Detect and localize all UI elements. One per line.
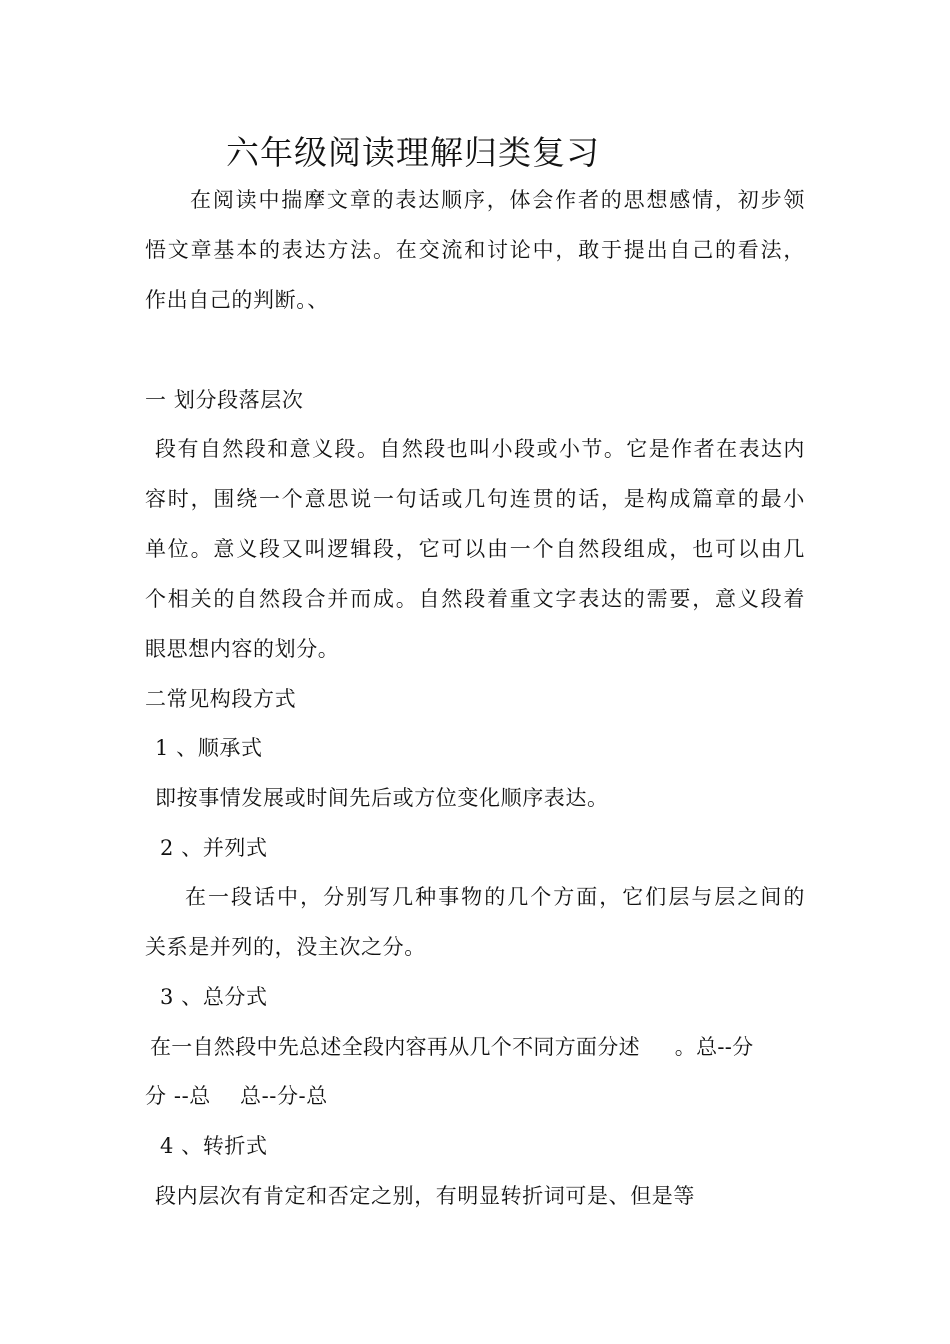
document-title: 六年级阅读理解归类复习 <box>226 133 600 172</box>
text-line: 个相关的自然段合并而成。自然段着重文字表达的需要，意义段着 <box>145 587 805 611</box>
text-line: 眼思想内容的划分。 <box>145 637 340 661</box>
text-line: 在阅读中揣摩文章的表达顺序，体会作者的思想感情，初步领 <box>190 188 805 212</box>
subsection-heading: 3 、总分式 <box>160 985 268 1009</box>
text-line: 段内层次有肯定和否定之别，有明显转折词可是、但是等 <box>155 1184 695 1208</box>
section-heading: 二常见构段方式 <box>145 687 297 711</box>
text-line: 单位。意义段又叫逻辑段，它可以由一个自然段组成，也可以由几 <box>145 537 805 561</box>
text-line: 即按事情发展或时间先后或方位变化顺序表达。 <box>155 786 609 810</box>
text-line: 分 --总 总--分-总 <box>145 1084 328 1108</box>
text-line: 在一段话中，分别写几种事物的几个方面，它们层与层之间的 <box>185 885 805 909</box>
text-line: 在一自然段中先总述全段内容再从几个不同方面分述 。总--分 <box>150 1035 754 1059</box>
text-line: 作出自己的判断。、 <box>145 288 329 312</box>
text-line: 段有自然段和意义段。自然段也叫小段或小节。它是作者在表达内 <box>155 437 805 461</box>
text-line: 关系是并列的，没主次之分。 <box>145 935 426 959</box>
subsection-heading: 1 、顺承式 <box>155 736 263 760</box>
section-heading: 一 划分段落层次 <box>145 388 304 412</box>
subsection-heading: 4 、转折式 <box>160 1134 268 1158</box>
subsection-heading: 2 、并列式 <box>160 836 268 860</box>
text-line: 容时，围绕一个意思说一句话或几句连贯的话，是构成篇章的最小 <box>145 487 805 511</box>
text-line: 悟文章基本的表达方法。在交流和讨论中，敢于提出自己的看法， <box>145 238 805 262</box>
